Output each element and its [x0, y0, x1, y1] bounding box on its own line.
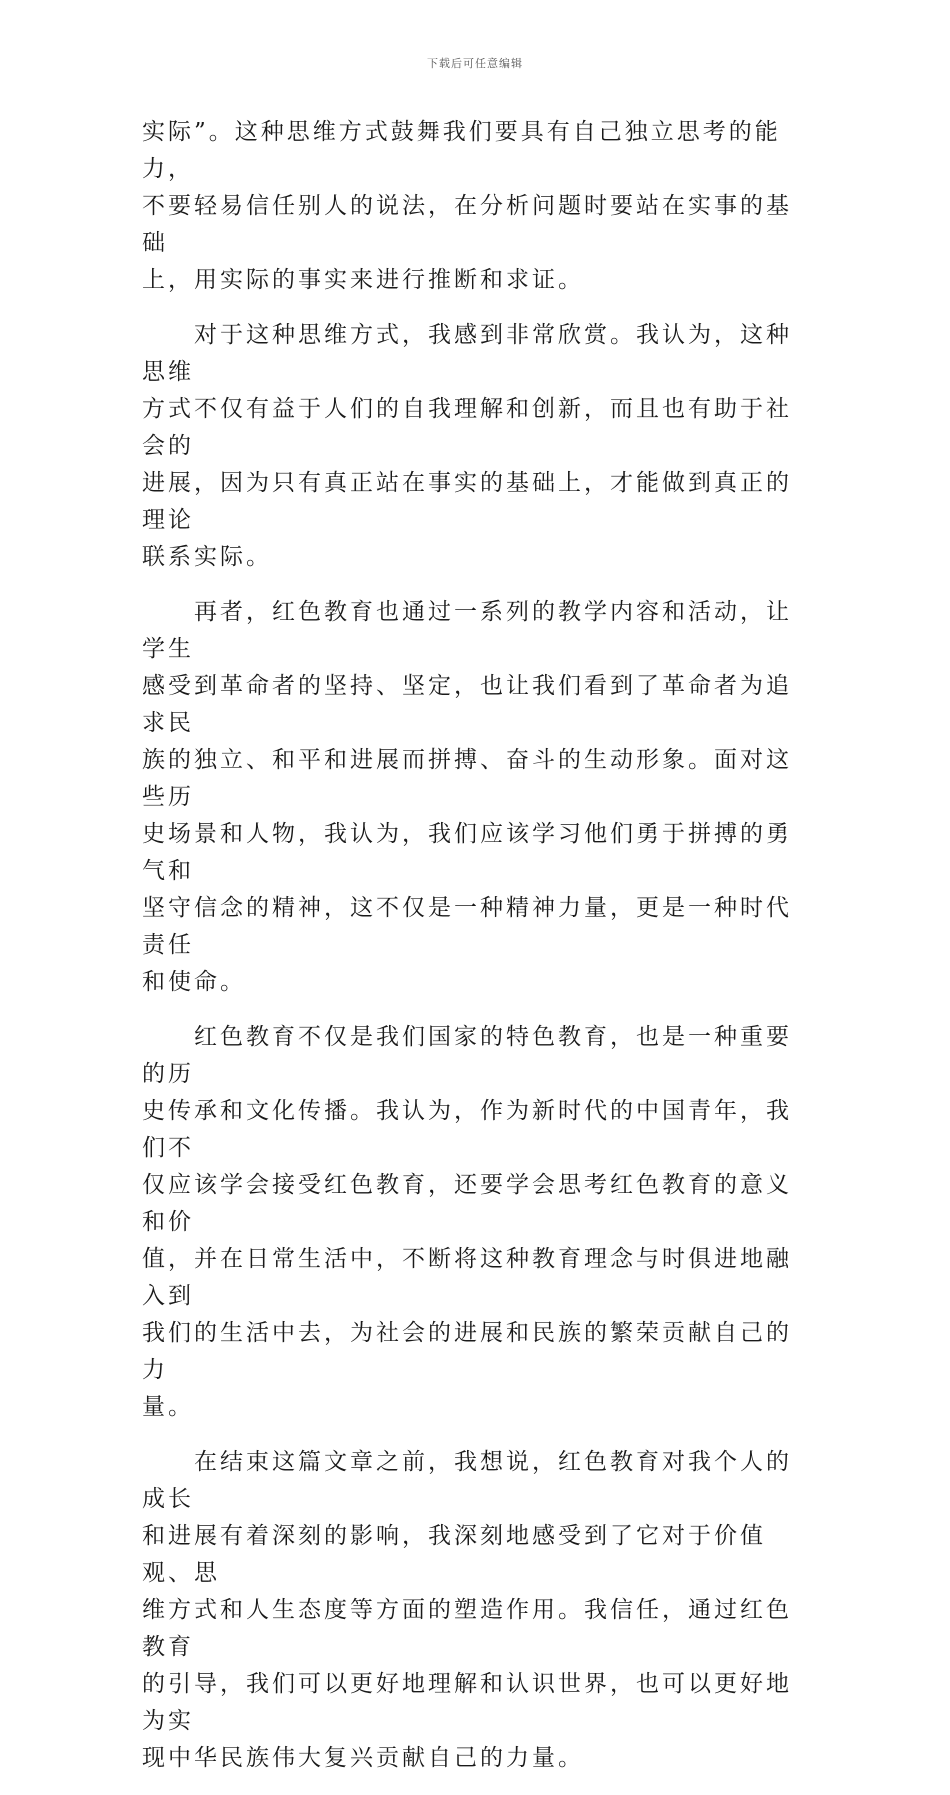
paragraph-5: 在结束这篇文章之前，我想说，红色教育对我个人的成长 和进展有着深刻的影响，我深刻地感受到了它对于价值观、思 维方式和人生态度等方面的塑造作用。我信任，通过红色教育 的引导，我们可以更好地理解和认识世界，也可以更好地为实 现中华民族伟大复兴贡献自己的力量。 — [142, 1449, 792, 1771]
page-header: 下载后可任意编辑 — [427, 57, 523, 70]
paragraph-2: 对于这种思维方式，我感到非常欣赏。我认为，这种思维 方式不仅有益于人们的自我理解和创新，而且也有助于社会的 进展，因为只有真正站在事实的基础上，才能做到真正的理论 联系实际。 — [142, 322, 792, 570]
paragraph-1: 实际”。这种思维方式鼓舞我们要具有自己独立思考的能力， 不要轻易信任别人的说法，在分析问题时要站在实事的基础 上，用实际的事实来进行推断和求证。 — [142, 119, 792, 293]
paragraph-3: 再者，红色教育也通过一系列的教学内容和活动，让学生 感受到革命者的坚持、坚定，也让我们看到了革命者为追求民 族的独立、和平和进展而拼搏、奋斗的生动形象。面对这些历 史场景和人物，我认为，我们应该学习他们勇于拼搏的勇气和 坚守信念的精神，这不仅是一种精神力量，更是一种时代责任 和使命。 — [142, 599, 792, 995]
paragraph-4: 红色教育不仅是我们国家的特色教育，也是一种重要的历 史传承和文化传播。我认为，作为新时代的中国青年，我们不 仅应该学会接受红色教育，还要学会思考红色教育的意义和价 值，并在日常生活中，不断将这种教育理念与时俱进地融入到 我们的生活中去，为社会的进展和民族的繁荣贡献自己的力 量。 — [142, 1024, 792, 1420]
document-body — [142, 114, 814, 1795]
